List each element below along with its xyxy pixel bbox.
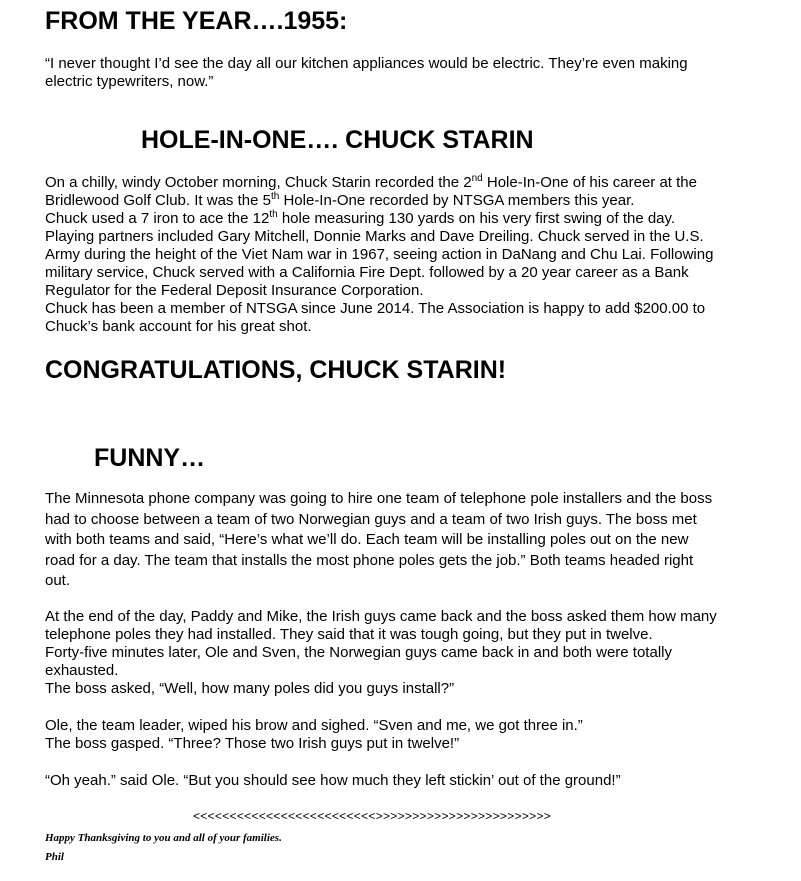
hole-in-one-line: Chuck’s bank account for his great shot. bbox=[45, 318, 312, 335]
quote-line-2: electric typewriters, now.” bbox=[45, 73, 214, 90]
joke-line: with both teams and said, “Here’s what we’ll do. Each team will be installing poles out on the new bbox=[45, 531, 689, 548]
hole-in-one-line: Chuck used a 7 iron to ace the 12th hole measuring 130 yards on his very first swing of the day. bbox=[45, 209, 676, 227]
thanksgiving-greeting: Happy Thanksgiving to you and all of your families. bbox=[45, 832, 282, 844]
congratulations-heading: CONGRATULATIONS, CHUCK STARIN! bbox=[45, 356, 507, 384]
joke-line: “Oh yeah.” said Ole. “But you should see how much they left stickin’ out of the ground!” bbox=[45, 772, 621, 789]
joke-line: out. bbox=[45, 572, 71, 589]
joke-line: exhausted. bbox=[45, 662, 119, 679]
quote-line-1: “I never thought I’d see the day all our kitchen appliances would be electric. They’re even making bbox=[45, 55, 688, 72]
arrow-divider: <<<<<<<<<<<<<<<<<<<<<<<<<>>>>>>>>>>>>>>>>>>>>>>>> bbox=[193, 809, 552, 823]
hole-in-one-line: Chuck has been a member of NTSGA since June 2014. The Association is happy to add $200.00 to bbox=[45, 300, 706, 317]
joke-line: had to choose between a team of two Norwegian guys and a team of two Irish guys. The boss met bbox=[45, 510, 697, 528]
joke-line: Forty-five minutes later, Ole and Sven, the Norwegian guys came back in and both were totally bbox=[45, 644, 672, 661]
joke-paragraph-1 bbox=[45, 489, 765, 592]
hole-in-one-heading: HOLE-IN-ONE…. CHUCK STARIN bbox=[141, 126, 534, 154]
funny-heading: FUNNY… bbox=[94, 444, 206, 472]
joke-line: The boss gasped. “Three? Those two Irish guys put in twelve!” bbox=[45, 735, 460, 752]
joke-line: The boss asked, “Well, how many poles did you guys install?” bbox=[45, 680, 455, 697]
joke-line: At the end of the day, Paddy and Mike, the Irish guys came back and the boss asked them how many bbox=[45, 608, 717, 625]
from-the-year-heading: FROM THE YEAR….1955: bbox=[45, 7, 348, 35]
hole-in-one-line: Playing partners included Gary Mitchell, Donnie Marks and Dave Dreiling. Chuck served in the U.S. bbox=[45, 228, 704, 245]
joke-line: Ole, the team leader, wiped his brow and sighed. “Sven and me, we got three in.” bbox=[45, 717, 583, 734]
hole-in-one-line: Bridlewood Golf Club. It was the 5th Hole-In-One recorded by NTSGA members this year. bbox=[45, 191, 635, 209]
hole-in-one-paragraph bbox=[45, 174, 760, 336]
joke-punchline bbox=[45, 772, 760, 790]
hole-in-one-line: Regulator for the Federal Deposit Insurance Corporation. bbox=[45, 282, 424, 299]
joke-paragraph-2 bbox=[45, 608, 760, 698]
joke-line: telephone poles they had installed. They said that it was tough going, but they put in twelve. bbox=[45, 626, 653, 643]
joke-paragraph-3 bbox=[45, 717, 760, 753]
closing-note bbox=[45, 829, 282, 867]
hole-in-one-line: On a chilly, windy October morning, Chuck Starin recorded the 2nd Hole-In-One of his career at the bbox=[45, 173, 697, 191]
joke-line: The Minnesota phone company was going to hire one team of telephone pole installers and the boss bbox=[45, 490, 713, 507]
hole-in-one-line: Army during the height of the Viet Nam war in 1967, seeing action in DaNang and Chu Lai. Following bbox=[45, 246, 714, 263]
hole-in-one-line: military service, Chuck served with a California Fire Dept. followed by a 20 year career as a Bank bbox=[45, 264, 689, 281]
quote-paragraph bbox=[45, 55, 760, 91]
signature: Phil bbox=[45, 851, 64, 863]
joke-line: road for a day. The team that installs the most phone poles gets the job.” Both teams headed right bbox=[45, 551, 694, 569]
